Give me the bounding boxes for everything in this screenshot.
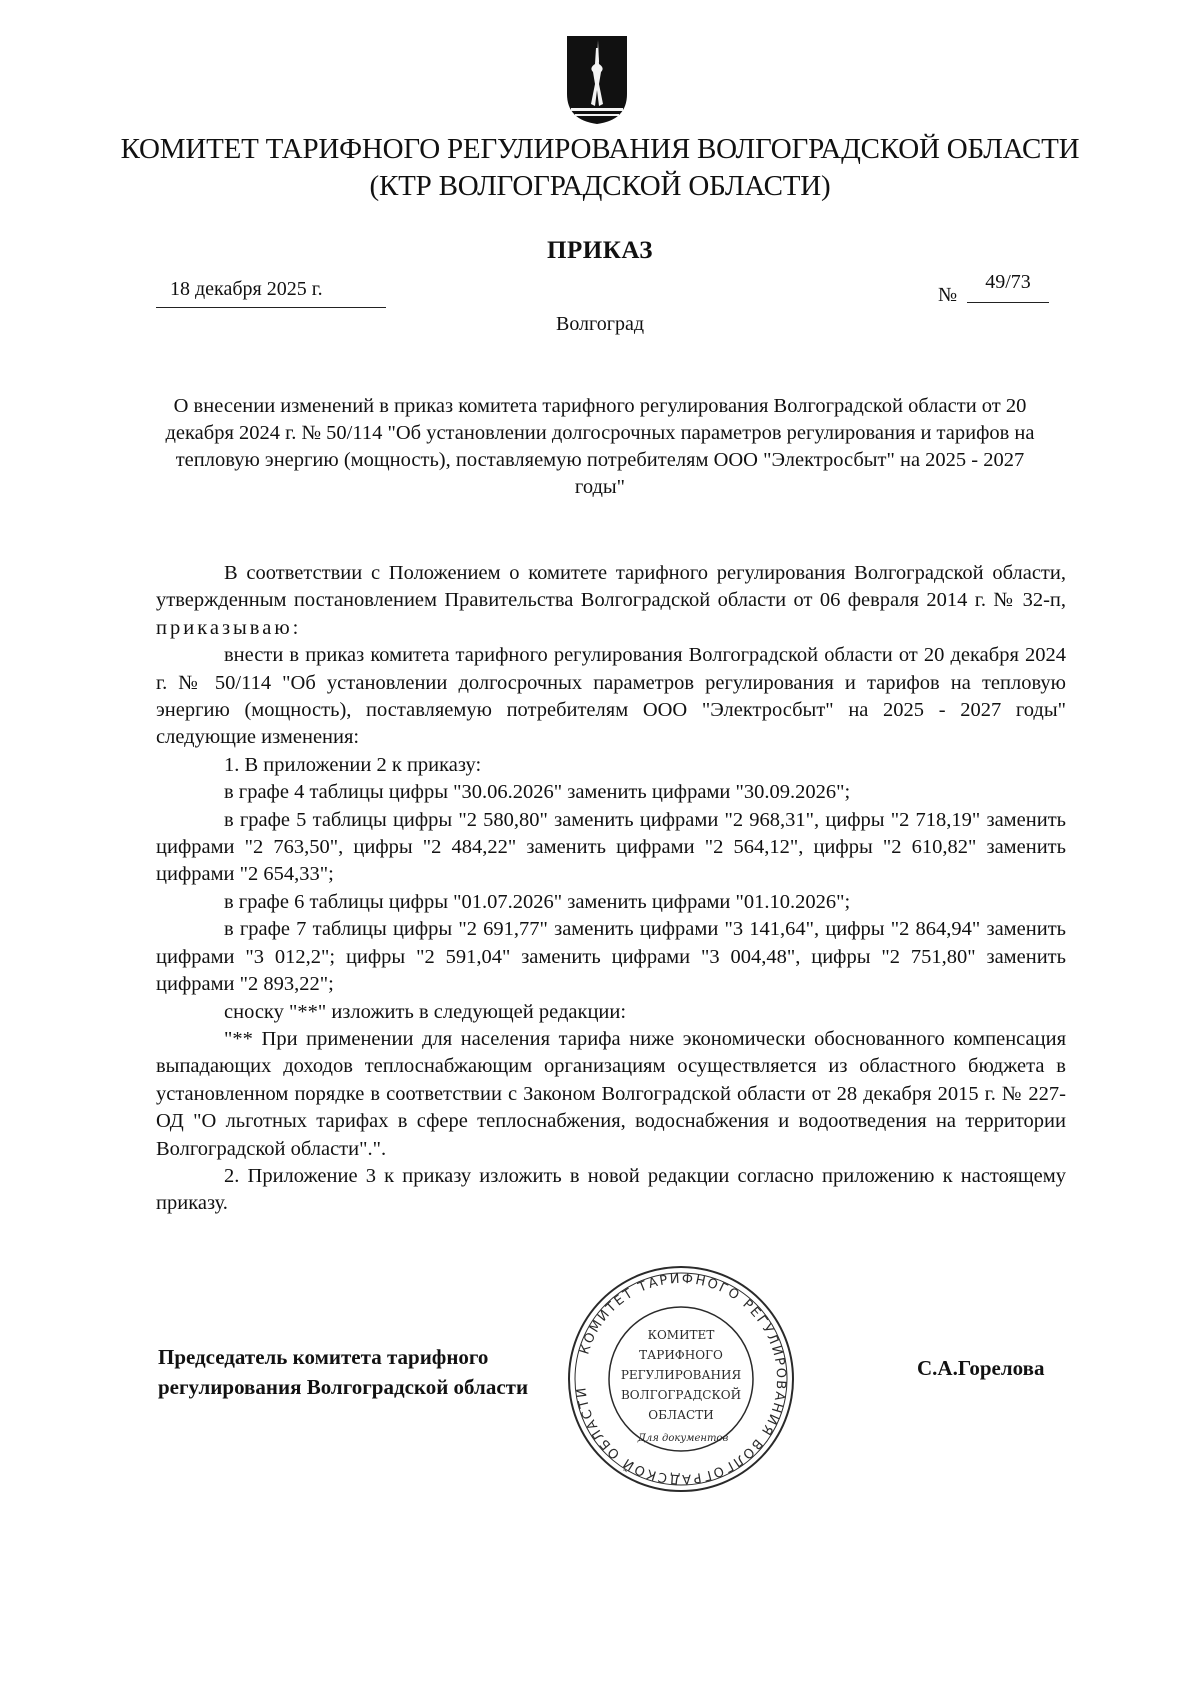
svg-text:ВОЛГОГРАДСКОЙ: ВОЛГОГРАДСКОЙ — [620, 1388, 742, 1402]
order-number: 49/73 — [967, 271, 1049, 303]
body-paragraph: 1. В приложении 2 к приказу: — [224, 753, 482, 776]
body-paragraph: в графе 4 таблицы цифры "30.06.2026" заменить цифрами "30.09.2026"; — [224, 781, 851, 804]
official-stamp — [565, 1263, 797, 1495]
body-paragraph: внести в приказ комитета тарифного регулирования Волгоградской области от 20 декабря 2024 г. № 50/114 "Об установлении долгосрочных параметров регулирования и тарифов на тепловую энергию (мощность), поставляемую потребителям ООО "Электросбыт" на 2025 - 2027 годы" следующие изменения: — [156, 644, 1066, 749]
body-paragraph: в графе 5 таблицы цифры "2 580,80" заменить цифрами "2 968,31", цифры "2 718,19" заменить цифрами "2 763,50", цифры "2 484,22" заменить цифрами "2 564,12", цифры "2 610,82" заменить цифрами "2 654,33"; — [156, 808, 1066, 886]
svg-text:Для документов: Для документов — [637, 1433, 729, 1444]
order-subject: О внесении изменений в приказ комитета тарифного регулирования Волгоградской области от 20 декабря 2024 г. № 50/114 "Об установлении долгосрочных параметров регулирования и тарифов на тепловую энергию (мощность), поставляемую потребителям ООО "Электросбыт" на 2025 - 2027 годы" — [165, 395, 1035, 498]
document-title: ПРИКАЗ — [547, 237, 653, 264]
body-preamble: В соответствии с Положением о комитете тарифного регулирования Волгоградской области, утвержденным постановлением Правительства Волгоградской области от 06 февраля 2014 г. № 32-п, приказываю: — [156, 562, 1066, 639]
volgograd-emblem-icon — [565, 34, 629, 126]
body-paragraph: в графе 7 таблицы цифры "2 691,77" заменить цифрами "3 141,64", цифры "2 864,94" заменить цифрами "3 012,2"; цифры "2 591,04" заменить цифрами "3 004,48", цифры "2 751,80" заменить цифрами "2 893,22"; — [156, 918, 1066, 996]
order-date: 18 декабря 2025 г. — [156, 278, 386, 308]
svg-text:ОБЛАСТИ: ОБЛАСТИ — [648, 1408, 714, 1422]
order-number-label: № — [938, 284, 958, 306]
body-paragraph: сноску "**" изложить в следующей редакции: — [224, 1000, 627, 1023]
signatory-name: С.А.Горелова — [917, 1356, 1045, 1380]
order-word: приказываю — [156, 616, 293, 639]
order-body — [156, 560, 1066, 1218]
svg-text:КОМИТЕТ: КОМИТЕТ — [647, 1328, 715, 1342]
signatory-title: Председатель комитета тарифного регулирования Волгоградской области — [158, 1345, 529, 1399]
order-city: Волгоград — [555, 313, 645, 335]
body-paragraph: 2. Приложение 3 к приказу изложить в новой редакции согласно приложению к настоящему приказу. — [156, 1164, 1066, 1215]
svg-text:ТАРИФНОГО: ТАРИФНОГО — [639, 1348, 723, 1362]
organization-abbreviation: (КТР ВОЛГОГРАДСКОЙ ОБЛАСТИ) — [369, 170, 831, 202]
svg-text:РЕГУЛИРОВАНИЯ: РЕГУЛИРОВАНИЯ — [620, 1368, 742, 1382]
body-paragraph: "** При применении для населения тарифа ниже экономически обоснованного компенсация выпадающих доходов теплоснабжающим организациям осуществляется из областного бюджета в установленном порядке в соответствии с Законом Волгоградской области от 28 декабря 2015 г. № 227-ОД "О льготных тарифах в сфере теплоснабжения, водоснабжения и водоотведения на территории Волгоградской области".". — [156, 1027, 1066, 1160]
organization-name: КОМИТЕТ ТАРИФНОГО РЕГУЛИРОВАНИЯ ВОЛГОГРАДСКОЙ ОБЛАСТИ — [120, 133, 1080, 165]
body-paragraph: в графе 6 таблицы цифры "01.07.2026" заменить цифрами "01.10.2026"; — [224, 890, 851, 913]
svg-text:КОМИТЕТ ТАРИФНОГО РЕГУЛИРОВАНИ: КОМИТЕТ ТАРИФНОГО РЕГУЛИРОВАНИЯ ВОЛГОГРАДСКОЙ ОБЛАСТИ — [574, 1271, 789, 1487]
